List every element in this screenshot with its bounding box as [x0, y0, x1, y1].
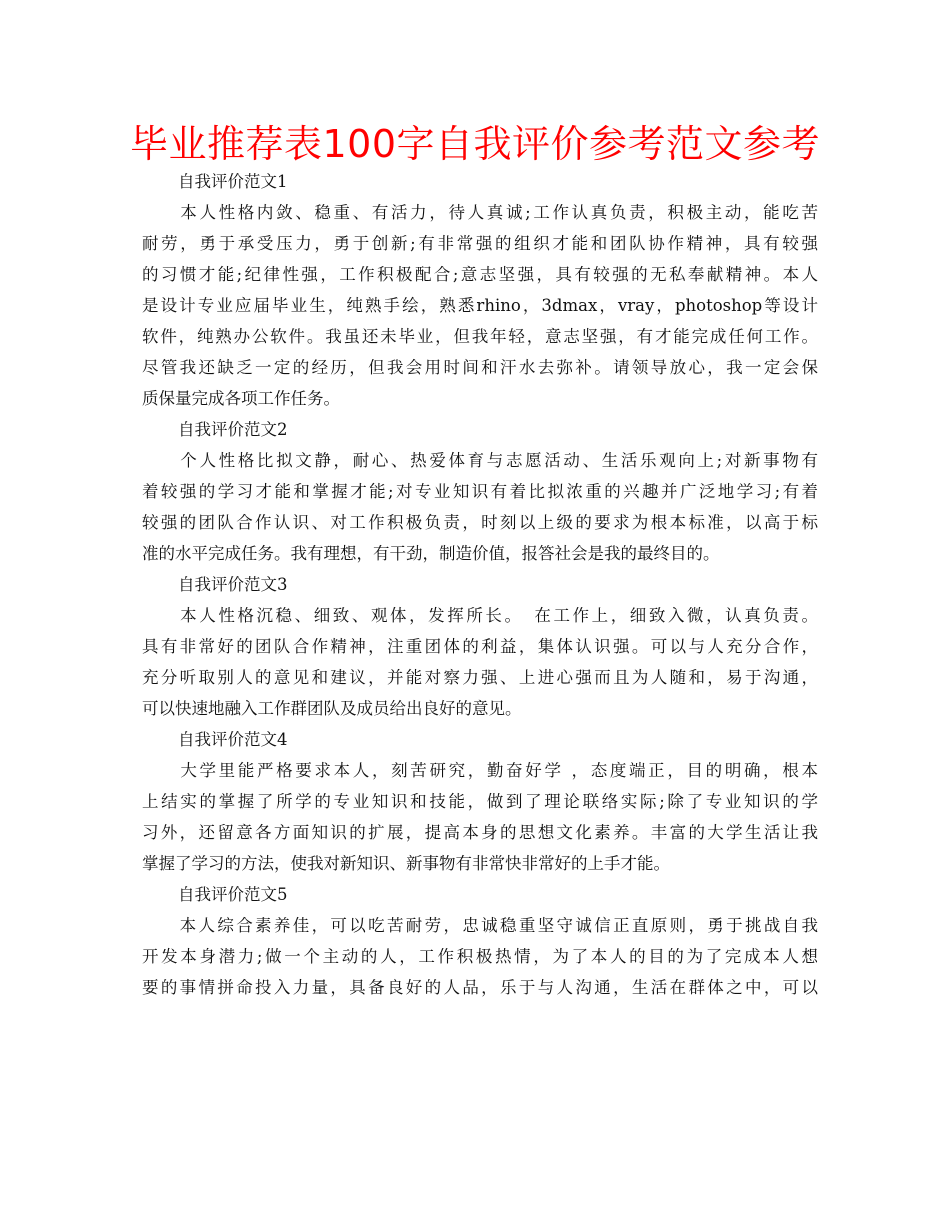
document-title: 毕业推荐表100字自我评价参考范文参考 [129, 122, 821, 166]
section-paragraph-2 [142, 445, 818, 569]
paragraph-line: 着较强的学习才能和掌握才能;对专业知识有着比拟浓重的兴趣并广泛地学习;有着 [142, 482, 818, 501]
paragraph-line: 尽管我还缺乏一定的经历，但我会用时间和汗水去弥补。请领导放心，我一定会保 [142, 358, 818, 377]
paragraph-line: 要的事情拼命投入力量，具备良好的人品，乐于与人沟通，生活在群体之中，可以 [142, 978, 818, 997]
paragraph-line: 大学里能严格要求本人，刻苦研究，勤奋好学 ，态度端正，目的明确，根本 [142, 761, 818, 780]
paragraph-line: 准的水平完成任务。我有理想，有干劲，制造价值，报答社会是我的最终目的。 [142, 544, 720, 563]
paragraph-line: 质保量完成各项工作任务。 [142, 389, 340, 408]
paragraph-line: 软件，纯熟办公软件。我虽还未毕业，但我年轻，意志坚强，有才能完成任何工作。 [142, 327, 818, 346]
document-body [142, 166, 818, 1003]
paragraph-line: 充分听取别人的意见和建议，并能对察力强、上进心强而且为人随和，易于沟通， [142, 668, 818, 687]
section-paragraph-4 [142, 755, 818, 879]
paragraph-line: 本人性格沉稳、细致、观体，发挥所长。 在工作上，细致入微，认真负责。 [142, 606, 818, 625]
paragraph-line: 较强的团队合作认识、对工作积极负责，时刻以上级的要求为根本标准，以高于标 [142, 513, 818, 532]
paragraph-line: 是设计专业应届毕业生，纯熟手绘，熟悉rhino，3dmax，vray，photoshop等设计 [142, 296, 818, 315]
paragraph-line: 具有非常好的团队合作精神，注重团体的利益，集体认识强。可以与人充分合作， [142, 637, 818, 656]
paragraph-line: 习外，还留意各方面知识的扩展，提高本身的思想文化素养。丰富的大学生活让我 [142, 823, 818, 842]
paragraph-line: 可以快速地融入工作群团队及成员给出良好的意见。 [142, 699, 522, 718]
section-heading-2: 自我评价范文2 [178, 420, 288, 439]
section-paragraph-5 [142, 910, 818, 1003]
section-paragraph-3 [142, 600, 818, 724]
section-heading-3: 自我评价范文3 [178, 575, 288, 594]
paragraph-line: 的习惯才能;纪律性强，工作积极配合;意志坚强，具有较强的无私奉献精神。本人 [142, 265, 818, 284]
paragraph-line: 掌握了学习的方法，使我对新知识、新事物有非常快非常好的上手才能。 [142, 854, 670, 873]
paragraph-line: 上结实的掌握了所学的专业知识和技能，做到了理论联络实际;除了专业知识的学 [142, 792, 818, 811]
paragraph-line: 开发本身潜力;做一个主动的人，工作积极热情，为了本人的目的为了完成本人想 [142, 947, 818, 966]
paragraph-line: 个人性格比拟文静，耐心、热爱体育与志愿活动、生活乐观向上;对新事物有 [142, 451, 818, 470]
section-heading-4: 自我评价范文4 [178, 730, 288, 749]
paragraph-line: 本人综合素养佳，可以吃苦耐劳，忠诚稳重坚守诚信正直原则，勇于挑战自我 [142, 916, 818, 935]
section-heading-1: 自我评价范文1 [178, 172, 288, 191]
paragraph-line: 耐劳，勇于承受压力，勇于创新;有非常强的组织才能和团队协作精神，具有较强 [142, 234, 818, 253]
section-paragraph-1 [142, 197, 818, 414]
paragraph-line: 本人性格内敛、稳重、有活力，待人真诚;工作认真负责，积极主动，能吃苦 [142, 203, 818, 222]
section-heading-5: 自我评价范文5 [178, 885, 288, 904]
